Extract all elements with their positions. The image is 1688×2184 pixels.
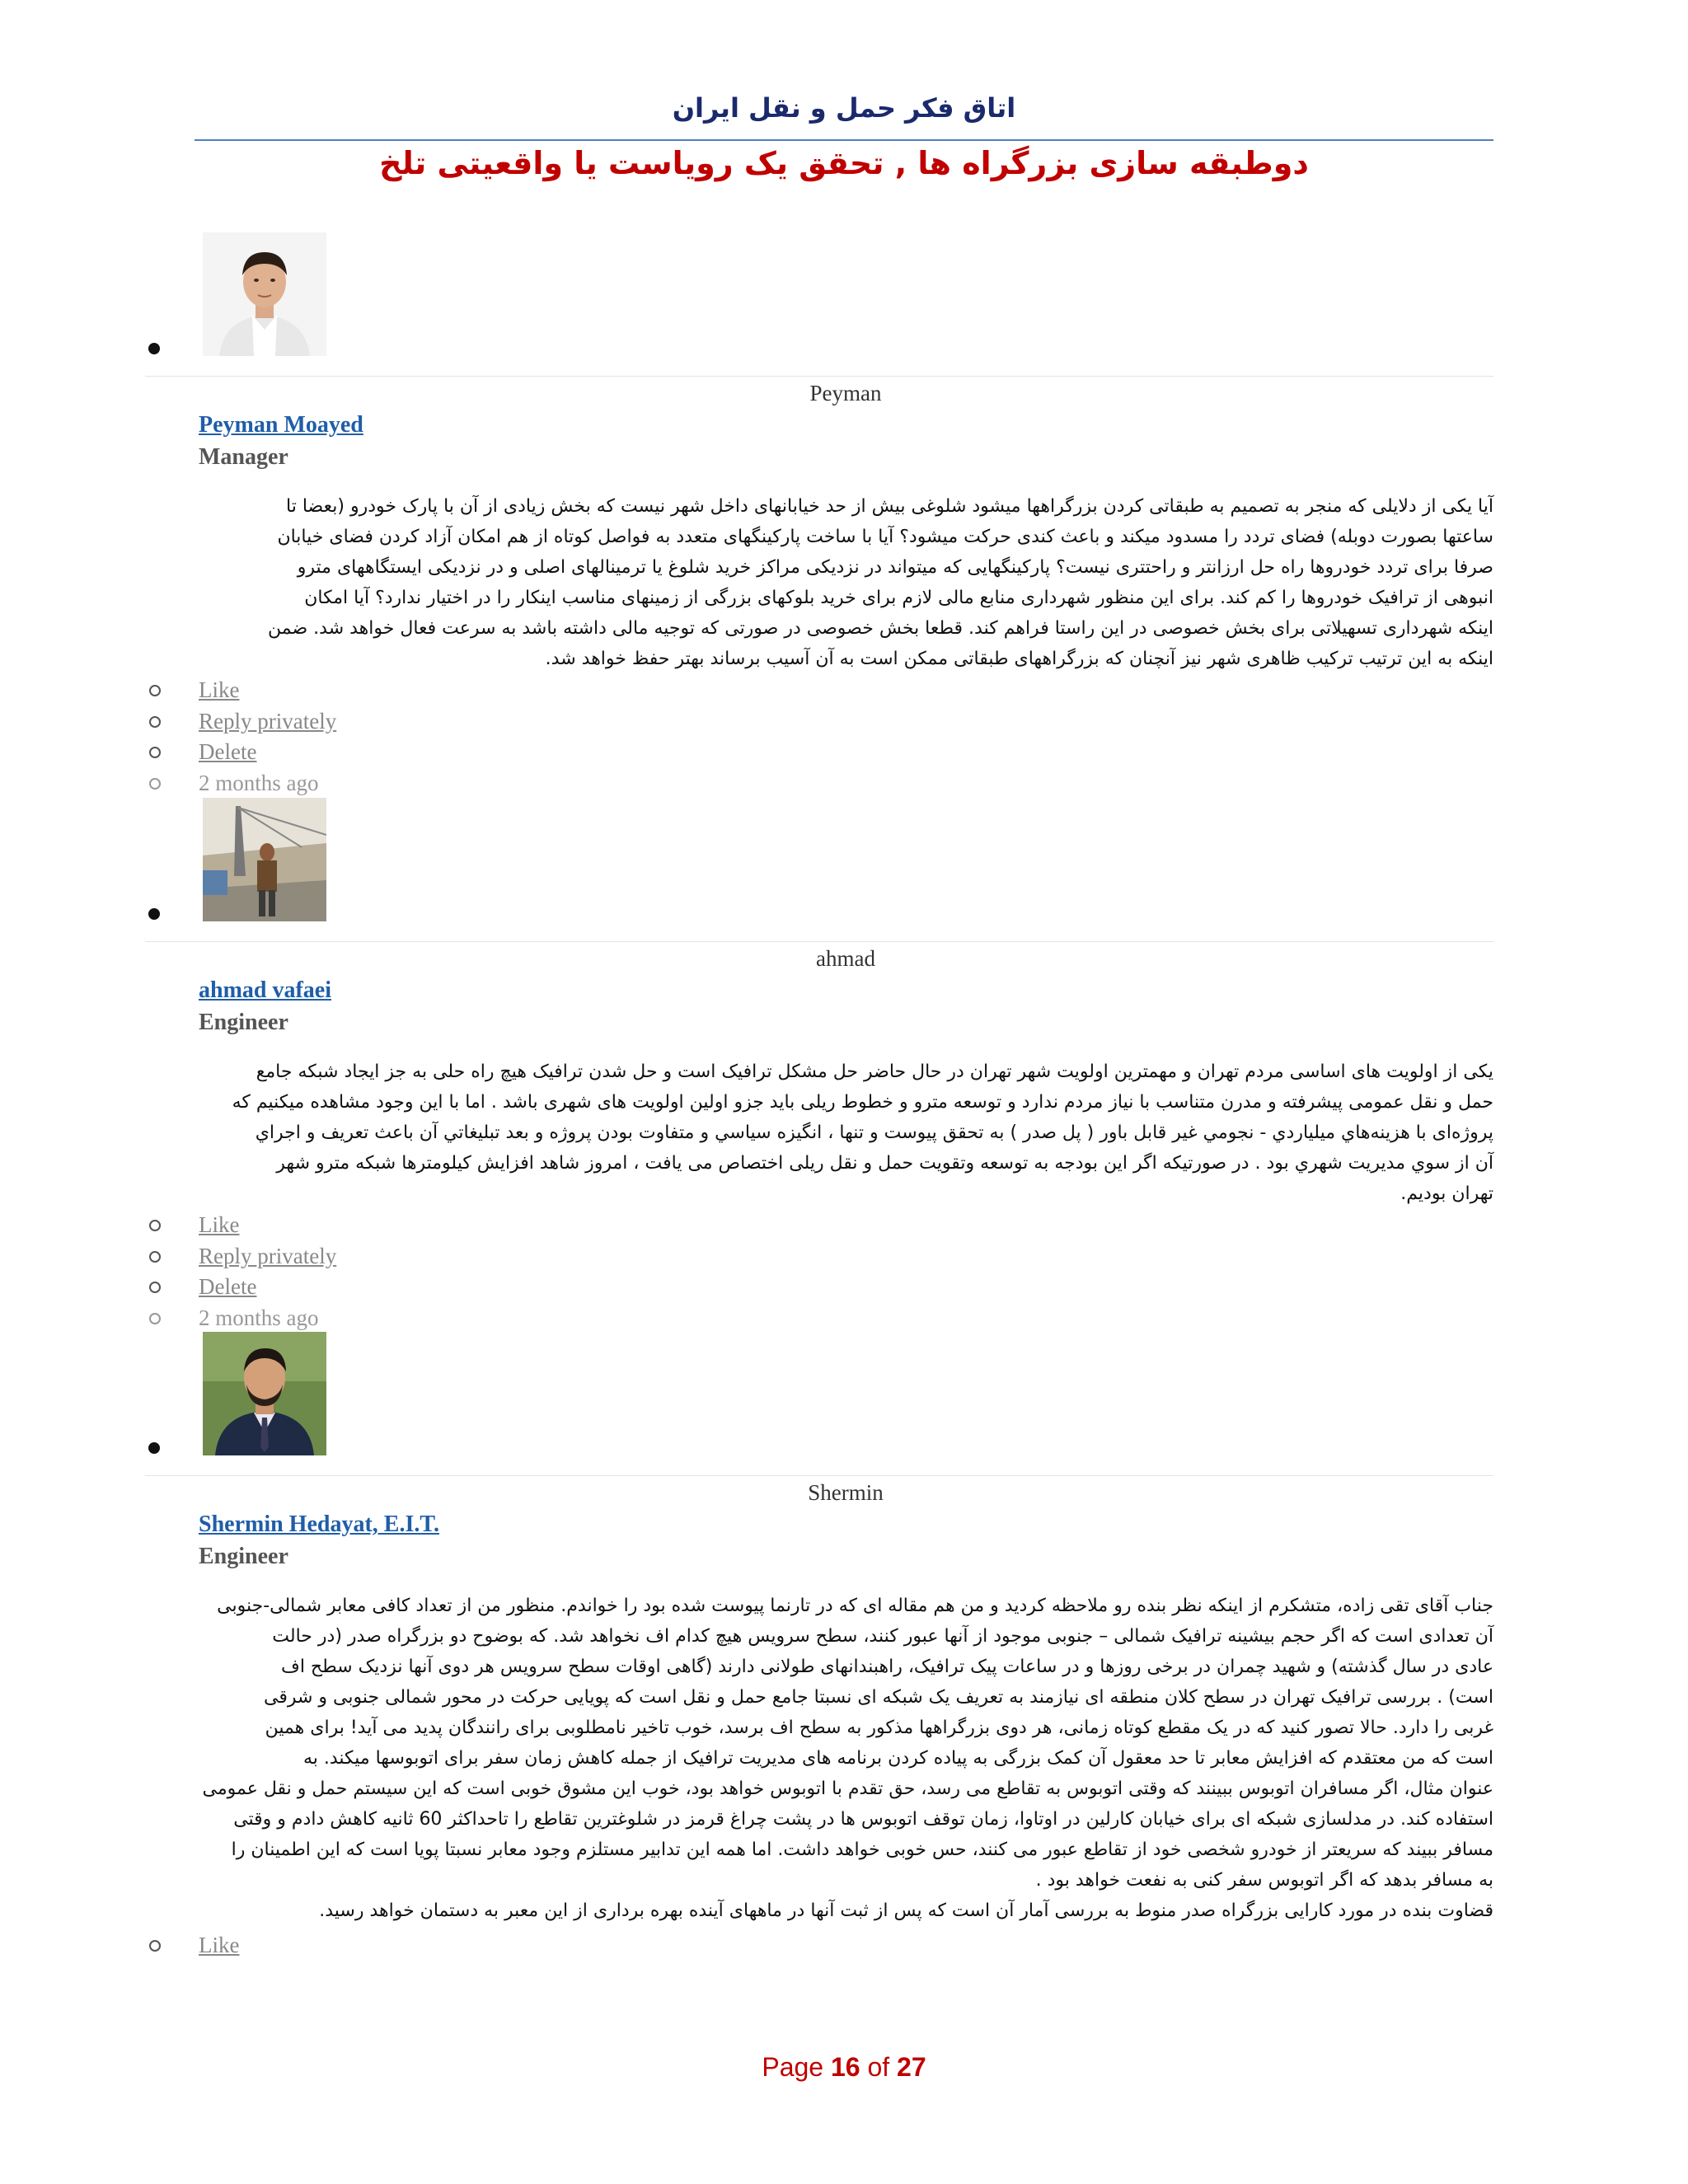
- comment-line: عنوان مثال، اگر مسافران اتوبوس ببینند که وقتی اتوبوس به تقاطع می رسد، حق تقدم با اتوبوس خواهد بود، خوب این مشوق خوبی است که این سیستم حمل و نقل عمومی: [202, 1779, 1493, 1799]
- avatar[interactable]: [203, 798, 326, 921]
- comment-line: است) . بررسی ترافیک تهران در سطح کلان منطقه ای نیازمند به تعریف یک شبکه ای نسبتا جامع حمل و نقل است که پویایی حرکت در محور شمالی جنوبی و شرقی: [263, 1687, 1493, 1708]
- list-bullet-circle: [149, 747, 161, 758]
- comment-line: مسافر ببیند که سریعتر از خودرو شخصی خود از تقاطع عبور می کنند، حس خوبی خواهد داشت. اما همه این تدابیر مستلزم وجود معابر نسبتا پویا است که این اطمینان را: [231, 1840, 1493, 1860]
- commenter-role: Engineer: [199, 1010, 288, 1035]
- list-bullet-circle: [149, 685, 161, 696]
- like-link[interactable]: Like: [199, 677, 240, 702]
- comment-text: [199, 491, 1493, 674]
- delete-link[interactable]: Delete: [199, 739, 257, 764]
- comment-line: تهران بودیم.: [1400, 1183, 1493, 1204]
- commenter-name-link[interactable]: Shermin Hedayat, E.I.T.: [199, 1511, 439, 1537]
- comment-line: ساعتها بصورت دوبله) فضای تردد را مسدود میکند و باعث کندی حرکت میشود؟ آیا با ساخت پارکینگهای متعدد به فواصل کوتاه از هم امکان آزاد کردن فضای خیابان: [277, 527, 1493, 547]
- total-pages-number: 27: [897, 2052, 926, 2082]
- comment-line: جناب آقای تقی زاده، متشکرم از اینکه نظر بنده رو ملاحظه کردید و من هم مقاله ای که در تارنما پیوست شده بود را خواندم. منظور من از تعداد کافی معابر شمالی-جنوبی: [217, 1596, 1493, 1616]
- reply-privately-link[interactable]: Reply privately: [199, 1244, 337, 1268]
- reply-privately-link[interactable]: Reply privately: [199, 709, 337, 733]
- page-of-label: of: [860, 2052, 898, 2082]
- comment-line: حمل و نقل عمومی پیشرفته و مدرن متناسب با نیاز مردم ندارد و توسعه مترو و خطوط ریلی باید جزو اولین اولویت های شهری باشد . اما با این وجود مشاهده میکنیم که: [232, 1092, 1493, 1113]
- comment-line: آن از سوي مديريت شهري بود . در صورتیکه اگر این بودجه به توسعه وتقویت حمل و نقل ریلی اختصاص می یافت ، امروز شاهد افزایش کیلومترها شبکه مترو شهر: [276, 1153, 1493, 1174]
- header-title: اتاق فکر حمل و نقل ایران: [672, 92, 1016, 124]
- comment-line: استفاده کند. در مدلسازی شبکه ای برای خیابان کارلین در اوتاوا، زمان توقف اتوبوس ها در پشت چراغ قرمز در شلوغترین تقاطع را تاحداکثر 60 ثانیه کاهش دادم و وقتی: [233, 1809, 1493, 1830]
- commenter-first-name: Shermin: [808, 1480, 884, 1505]
- list-bullet: [148, 343, 160, 354]
- comment-line: انبوهی از ترافیک خودروها را کم کند. برای این منظور شهرداری منابع مالی لازم برای خرید بلوکهای بزرگی از زمینهای مناسب اینکار را در اختیار ندارد؟ آیا امکان: [304, 588, 1493, 608]
- avatar-photo-icon: [203, 232, 326, 356]
- delete-link[interactable]: Delete: [199, 1274, 257, 1299]
- list-bullet-circle: [149, 778, 161, 790]
- list-bullet: [148, 908, 160, 920]
- comment-line: صرفا برای تردد خودروها راه حل ارزانتر و راحتتری نیست؟ پارکینگهایی که میتواند در نزدیکی مراکز خرید شلوغ یا ترمینالهای اصلی و در نزدیکی ایستگاههای مترو: [297, 557, 1493, 578]
- avatar[interactable]: [203, 1332, 326, 1455]
- page-label: Page: [762, 2052, 831, 2082]
- comment-line: اینکه شهرداری تسهیلاتی برای بخش خصوصی در این راستا فراهم کند. قطعا بخش خصوصی در صورتی که توجیه مالی داشته باشد به سرعت فعال خواهد شد. ضمن: [268, 618, 1493, 639]
- comment-line: یکی از اولویت های اساسی مردم تهران و مهمترین اولویت شهر تهران در حال حاضر حل مشکل ترافیک است و حل شدن ترافیک هیچ راه حلی به جز ایجاد شبکه جامع: [256, 1062, 1493, 1082]
- commenter-name-link[interactable]: ahmad vafaei: [199, 977, 331, 1003]
- comment-line: پروژه‌ای با هزینه‌هاي ميلياردي - نجومي غير قابل باور ( پل صدر ) به تحقق پیوست و تنها ، انگیزه سیاسي و متفاوت بودن پروژه و بعد تبليغاتي آن باعث تعريف و اجراي: [255, 1122, 1493, 1143]
- commenter-role: Engineer: [199, 1544, 288, 1569]
- current-page-number: 16: [830, 2052, 860, 2082]
- avatar-photo-icon: [203, 1332, 326, 1455]
- avatar-photo-icon: [203, 798, 326, 921]
- comment-line: آیا یکی از دلایلی که منجر به تصمیم به طبقاتی کردن بزرگراهها میشود شلوغی بیش از حد خیابانهای داخل شهر نیست که بخش زیادی از آن با پارک خودرو (بعضا تا: [286, 496, 1493, 517]
- timestamp: 2 months ago: [199, 771, 319, 795]
- comment-line: آن تعدادی است که اگر حجم بیشینه ترافیک شمالی – جنوبی موجود از آنها عبور کنند، سطح سرویس هیچ کدام اف نخواهد شد. که بوضوح دو بزرگراه صدر (در حالت: [272, 1626, 1493, 1647]
- comment-line: به مسافر بدهد که اگر اتوبوس سفر کنی به نفعت خواهد بود .: [1035, 1870, 1493, 1891]
- page-footer: [0, 2052, 1688, 2083]
- comment-line: قضاوت بنده در مورد کارایی بزرگراه صدر منوط به بررسی آمار آن است که پس از ثبت آنها در ماههای آینده بهره برداری از این معبر به دستمان خواهد رسید.: [319, 1900, 1493, 1921]
- like-link[interactable]: Like: [199, 1212, 240, 1237]
- commenter-name-link[interactable]: Peyman Moayed: [199, 412, 363, 438]
- commenter-first-name: ahmad: [816, 946, 875, 971]
- comment-divider: [145, 376, 1493, 377]
- list-bullet-circle: [149, 1220, 161, 1231]
- list-bullet: [148, 1442, 160, 1454]
- comment-divider: [145, 1475, 1493, 1476]
- avatar[interactable]: [203, 232, 326, 356]
- commenter-first-name: Peyman: [809, 381, 882, 405]
- list-bullet-circle: [149, 1940, 161, 1952]
- list-bullet-circle: [149, 1313, 161, 1324]
- comment-line: عادی در سال گذشته) و شهید چمران در برخی روزها و در ساعات پیک ترافیک، راهبندانهای طولانی دارند (گاهی اوقات سطح سرویس هر دوی آنها نزدیک سطح اف: [281, 1657, 1493, 1677]
- comment-line: اینکه به این ترتیب ترکیب ظاهری شهر نیز آنچنان که بزرگراههای طبقاتی ممکن است به آن آسیب برساند بهتر حفظ خواهد شد.: [545, 649, 1493, 669]
- comment-line: است که من معتقدم که افزایش معابر تا حد معقول آن کمک بزرگی به پیاده کردن برنامه های مدیریت ترافیک از جمله کاهش زمان سفر برای اتوبوسها میکند. به: [302, 1748, 1493, 1769]
- list-bullet-circle: [149, 1282, 161, 1293]
- document-title: دوطبقه سازی بزرگراه ها , تحقق یک رویاست یا واقعیتی تلخ: [379, 145, 1309, 181]
- list-bullet-circle: [149, 716, 161, 728]
- comment-divider: [145, 941, 1493, 942]
- commenter-role: Manager: [199, 444, 288, 470]
- like-link[interactable]: Like: [199, 1933, 240, 1957]
- header-divider: [195, 139, 1493, 141]
- list-bullet-circle: [149, 1251, 161, 1263]
- timestamp: 2 months ago: [199, 1305, 319, 1330]
- comment-text: [199, 1591, 1493, 1926]
- comment-line: غربی را دارد. حالا تصور کنید که در یک مقطع کوتاه زمانی، هر دوی بزرگراهها مذکور به سطح اف برسد، خوب تاخیر نامطلوبی برای رانندگان پدید می آید! برای همین: [265, 1718, 1493, 1738]
- comment-text: [199, 1057, 1493, 1209]
